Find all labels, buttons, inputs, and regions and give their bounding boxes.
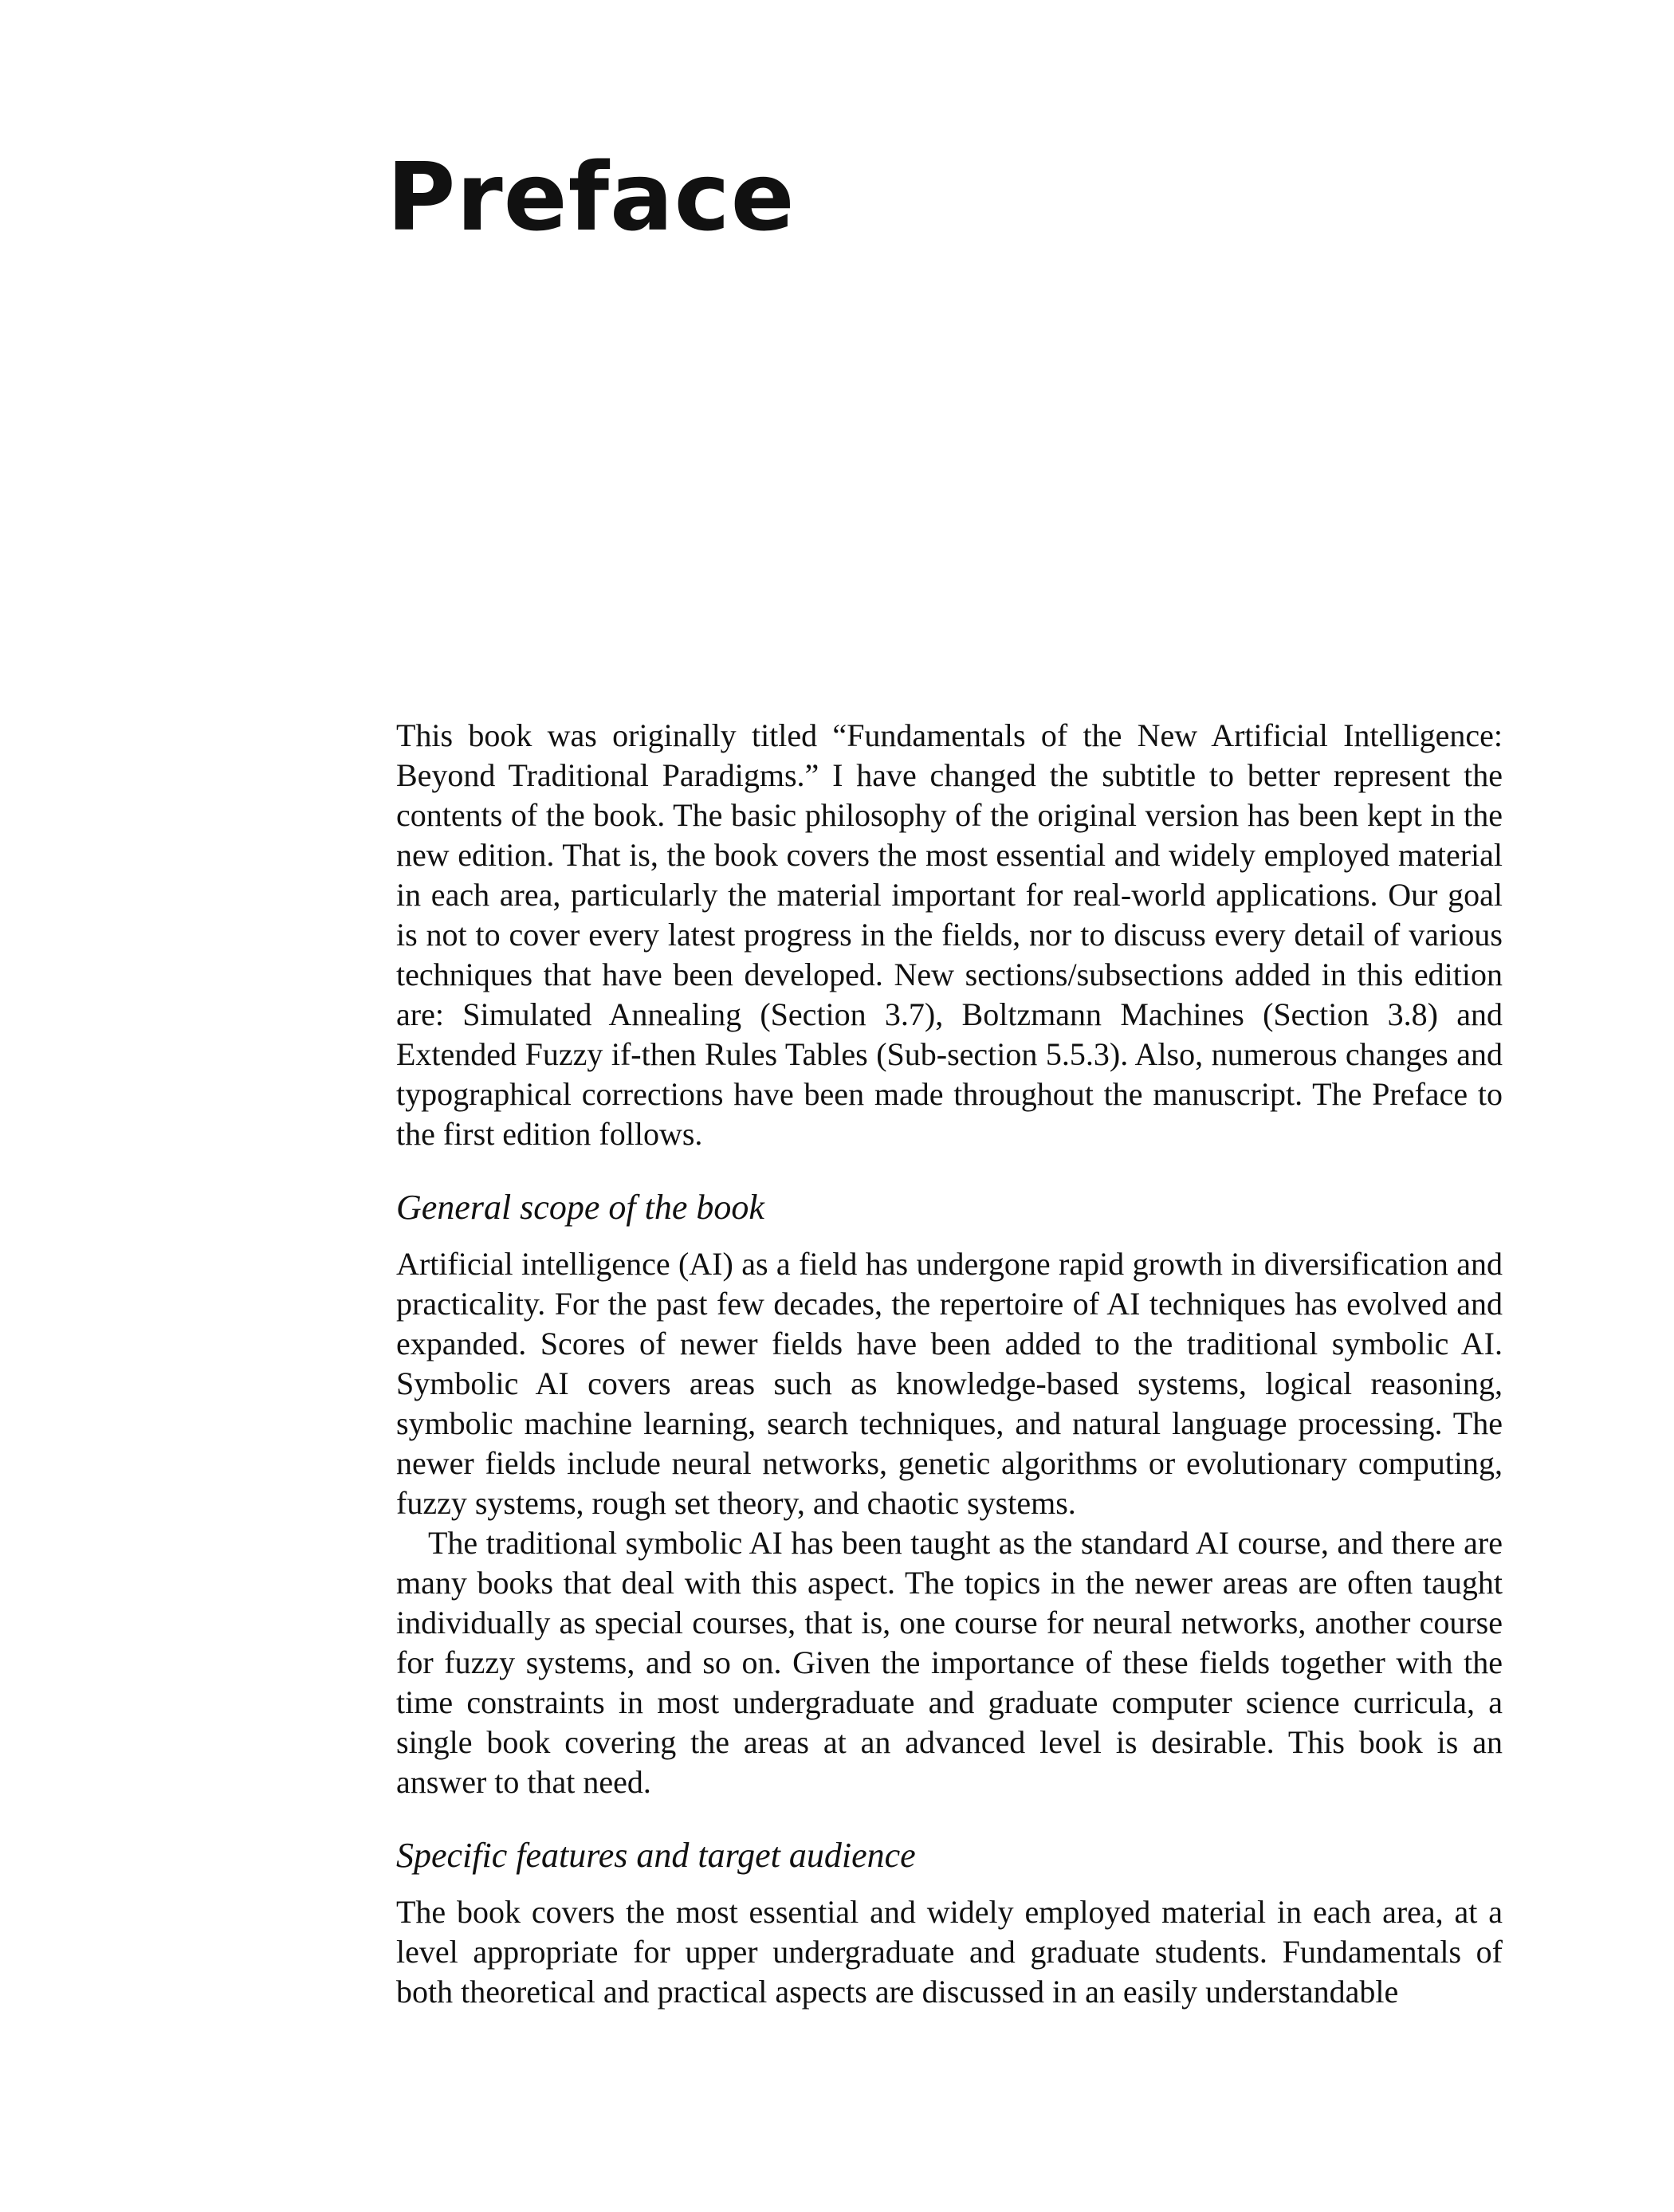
section-heading-general-scope: General scope of the book bbox=[396, 1188, 764, 1227]
general-scope-paragraph-2: The traditional symbolic AI has been taught as the standard AI course, and there are many books that deal with this aspect. The topics in the newer areas are often taught individually as special courses, that is, one course for neural networks, another course for fuzzy systems, and so on. Given the importance of these fields together with the time constraints in most undergraduate and graduate computer science curricula, a single book covering the areas at an advanced level is desirable. This book is an answer to that need. bbox=[396, 1525, 1503, 1800]
section-heading-specific-features: Specific features and target audience bbox=[396, 1836, 916, 1875]
preface-body bbox=[396, 716, 1503, 2012]
page-title: Preface bbox=[387, 142, 796, 252]
specific-features-paragraph-1: The book covers the most essential and widely employed material in each area, at a level appropriate for upper undergraduate and graduate students. Fundamentals of both theoretical and practical aspects are discussed in an easily understandable bbox=[396, 1894, 1503, 2010]
general-scope-paragraph-1: Artificial intelligence (AI) as a field has undergone rapid growth in diversification and practicality. For the past few decades, the repertoire of AI techniques has evolved and expanded. Scores of newer fields have been added to the traditional symbolic AI. Symbolic AI covers areas such as knowledge-based systems, logical reasoning, symbolic machine learning, search techniques, and natural language processing. The newer fields include neural networks, genetic algorithms or evolutionary computing, fuzzy systems, rough set theory, and chaotic systems. bbox=[396, 1246, 1503, 1521]
intro-paragraph: This book was originally titled “Fundamentals of the New Artificial Intelligence: Beyond Traditional Paradigms.” I have changed the subtitle to better represent the contents of the book. The basic philosophy of the original version has been kept in the new edition. That is, the book covers the most essential and widely employed material in each area, particularly the material important for real-world applications. Our goal is not to cover every latest progress in the fields, nor to discuss every detail of various techniques that have been developed. New sections/subsections added in this edition are: Simulated Annealing (Section 3.7), Boltzmann Machines (Section 3.8) and Extended Fuzzy if-then Rules Tables (Sub-section 5.5.3). Also, numerous changes and typographical corrections have been made throughout the manuscript. The Preface to the first edition follows. bbox=[396, 717, 1503, 1152]
